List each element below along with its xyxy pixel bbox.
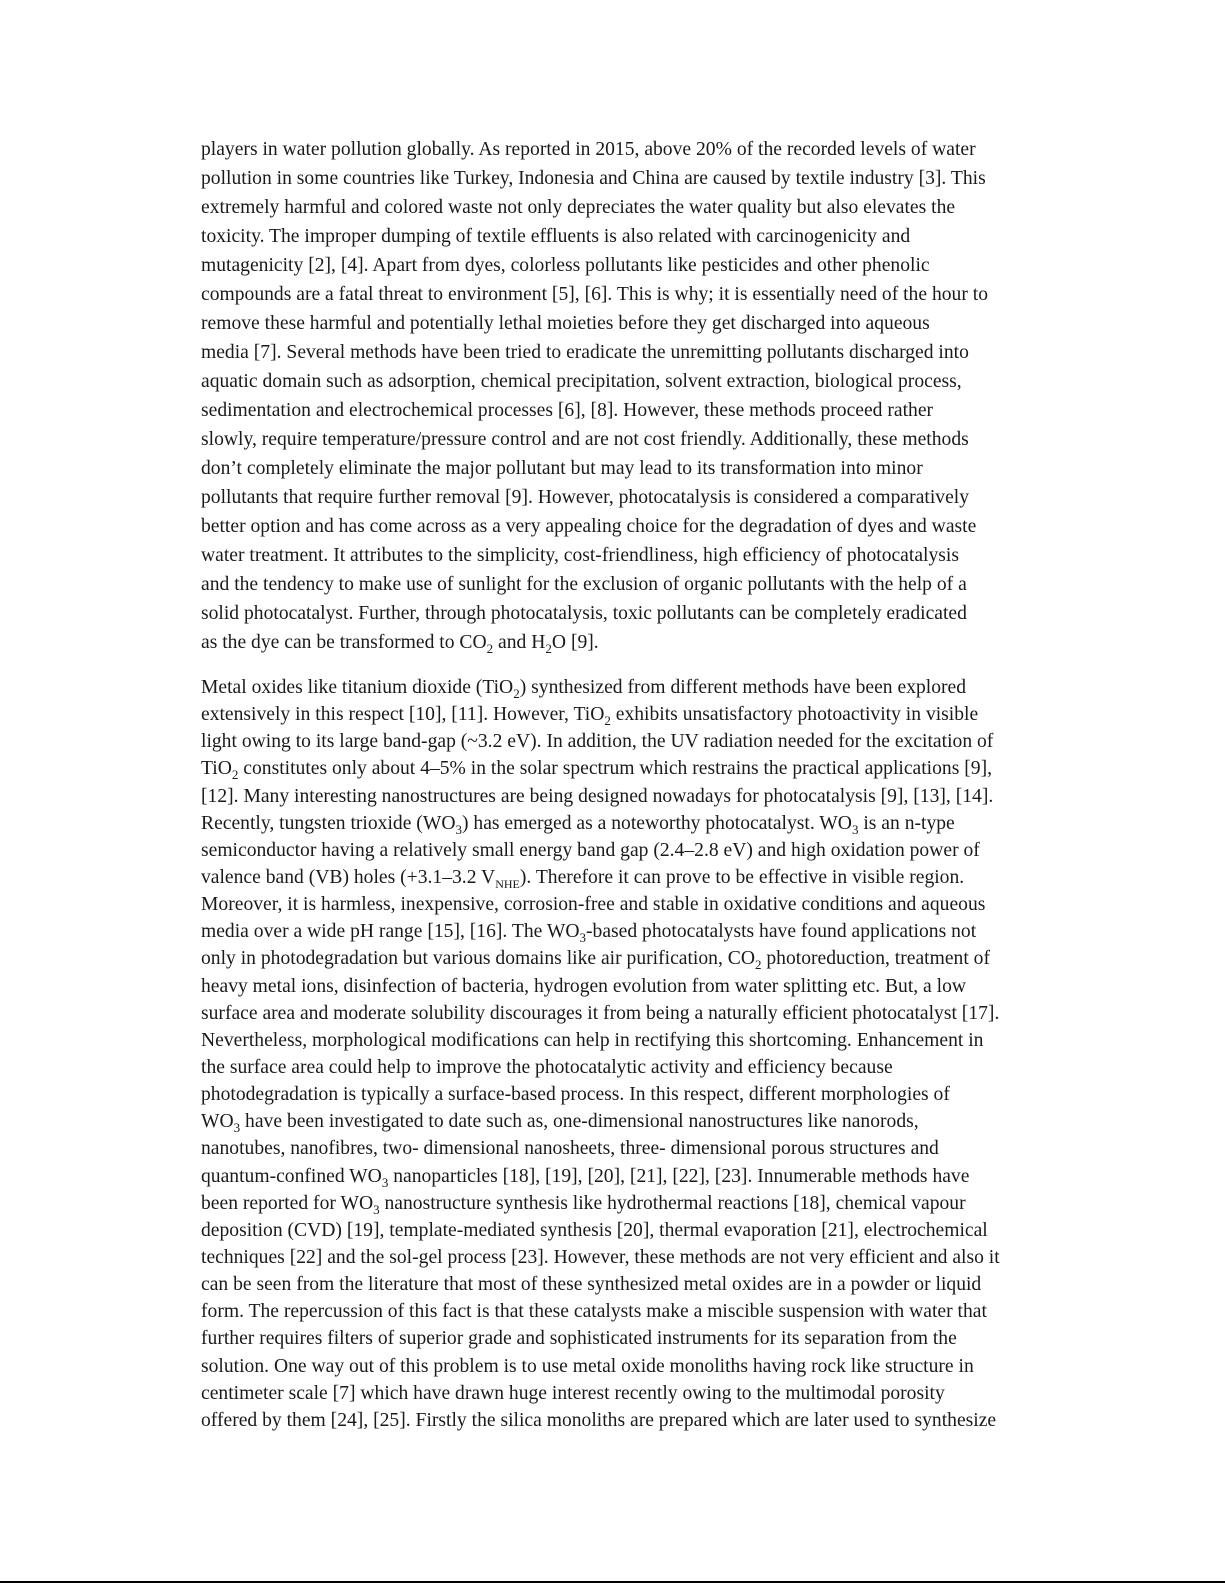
text-line: aquatic domain such as adsorption, chemical precipitation, solvent extraction, biological process, — [201, 371, 962, 392]
text-line: compounds are a fatal threat to environment [5], [6]. This is why; it is essentially need of the hour to — [201, 284, 989, 305]
text-line: don’t completely eliminate the major pollutant but may lead to its transformation into minor — [201, 458, 923, 479]
text-line: remove these harmful and potentially lethal moieties before they get discharged into aqueous — [201, 313, 930, 334]
text-line: photodegradation is typically a surface-based process. In this respect, different morphologies of — [201, 1084, 950, 1106]
text-line: semiconductor having a relatively small energy band gap (2.4–2.8 eV) and high oxidation power of — [201, 839, 980, 861]
text-line: heavy metal ions, disinfection of bacteria, hydrogen evolution from water splitting etc. But, a low — [201, 975, 967, 997]
text-line: sedimentation and electrochemical processes [6], [8]. However, these methods proceed rather — [201, 400, 934, 421]
text-line: offered by them [24], [25]. Firstly the silica monoliths are prepared which are later used to synthesize — [201, 1409, 997, 1431]
text-line: deposition (CVD) [19], template-mediated synthesis [20], thermal evaporation [21], electrochemical — [201, 1219, 988, 1241]
text-line: valence band (VB) holes (+3.1–3.2 $V_{NHE}$). Therefore it can prove to be effective in visible region. — [201, 866, 965, 891]
text-line: Moreover, it is harmless, inexpensive, corrosion-free and stable in oxidative conditions and aqueous — [201, 894, 986, 916]
text-line: Nevertheless, morphological modifications can help in rectifying this shortcoming. Enhancement in — [201, 1029, 984, 1051]
body-paragraph-1 — [201, 135, 1051, 657]
text-line: extremely harmful and colored waste not only depreciates the water quality but also elevates the — [201, 197, 956, 218]
text-line: light owing to its large band-gap (~3.2 eV). In addition, the UV radiation needed for the excitation of — [201, 731, 994, 753]
text-line: solution. One way out of this problem is to use metal oxide monoliths having rock like structure in — [201, 1355, 974, 1377]
text-line: solid photocatalyst. Further, through photocatalysis, toxic pollutants can be completely eradicated — [201, 603, 967, 624]
text-line: Metal oxides like titanium dioxide (TiO$_2$) synthesized from different methods have been explored — [201, 677, 967, 701]
text-line: Recently, tungsten trioxide $(WO_3)$ has emerged as a noteworthy photocatalyst. $WO_3$ is an n-type — [201, 812, 955, 837]
text-line: been reported for $WO_3$ nanostructure synthesis like hydrothermal reactions [18], chemical vapour — [201, 1192, 966, 1217]
text-line: quantum-confined $WO_3$ nanoparticles [18], [19], [20], [21], [22], [23]. Innumerable methods have — [201, 1165, 970, 1190]
text-line: further requires filters of superior grade and sophisticated instruments for its separation from the — [201, 1328, 957, 1350]
text-line: better option and has come across as a very appealing choice for the degradation of dyes and waste — [201, 516, 977, 537]
text-line: water treatment. It attributes to the simplicity, cost-friendliness, high efficiency of photocatalysis — [201, 545, 959, 566]
text-line: form. The repercussion of this fact is that these catalysts make a miscible suspension with water that — [201, 1301, 987, 1323]
text-line: toxicity. The improper dumping of textile effluents is also related with carcinogenicity and — [201, 226, 911, 247]
text-line: centimeter scale [7] which have drawn huge interest recently owing to the multimodal porosity — [201, 1382, 945, 1404]
text-line: slowly, require temperature/pressure control and are not cost friendly. Additionally, these methods — [201, 429, 969, 450]
text-line: mutagenicity [2], [4]. Apart from dyes, colorless pollutants like pesticides and other phenolic — [201, 255, 930, 276]
text-line: players in water pollution globally. As reported in 2015, above 20% of the recorded levels of water — [201, 139, 976, 160]
text-line: only in photodegradation but various domains like air purification, $CO_2$ photoreduction, treatment of — [201, 948, 990, 973]
text-line: can be seen from the literature that most of these synthesized metal oxides are in a powder or liquid — [201, 1274, 982, 1296]
text-line: TiO$_2$ constitutes only about 4–5% in the solar spectrum which restrains the practical applications [9], — [201, 758, 992, 783]
text-line: extensively in this respect [10], [11]. However, TiO$_2$ exhibits unsatisfactory photoactivity in visible — [201, 704, 979, 729]
body-paragraph-2 — [201, 674, 1051, 1434]
text-line: media over a wide pH range [15], [16]. The $WO_3$-based photocatalysts have found applications not — [201, 921, 977, 946]
page-bottom-rule — [0, 1581, 1225, 1583]
text-line: the surface area could help to improve the photocatalytic activity and efficiency because — [201, 1056, 893, 1078]
text-line: media [7]. Several methods have been tried to eradicate the unremitting pollutants discharged into — [201, 342, 969, 363]
text-line: [12]. Many interesting nanostructures are being designed nowadays for photocatalysis [9], [13], [14]. — [201, 785, 994, 807]
text-line: surface area and moderate solubility discourages it from being a naturally efficient photocatalyst [17]. — [201, 1002, 1000, 1024]
text-line: $WO_3$ have been investigated to date such as, one-dimensional nanostructures like nanorods, — [201, 1111, 919, 1136]
text-line: techniques [22] and the sol-gel process [23]. However, these methods are not very efficient and also it — [201, 1246, 1000, 1268]
text-line: nanotubes, nanofibres, two- dimensional nanosheets, three- dimensional porous structures and — [201, 1138, 939, 1160]
text-line: pollution in some countries like Turkey, Indonesia and China are caused by textile industry [3]. This — [201, 168, 986, 189]
text-line: pollutants that require further removal [9]. However, photocatalysis is considered a comparatively — [201, 487, 970, 508]
text-line: as the dye can be transformed to $CO_2$ and $H_2O$ [9]. — [201, 632, 599, 656]
text-line: and the tendency to make use of sunlight for the exclusion of organic pollutants with the help of a — [201, 574, 967, 595]
